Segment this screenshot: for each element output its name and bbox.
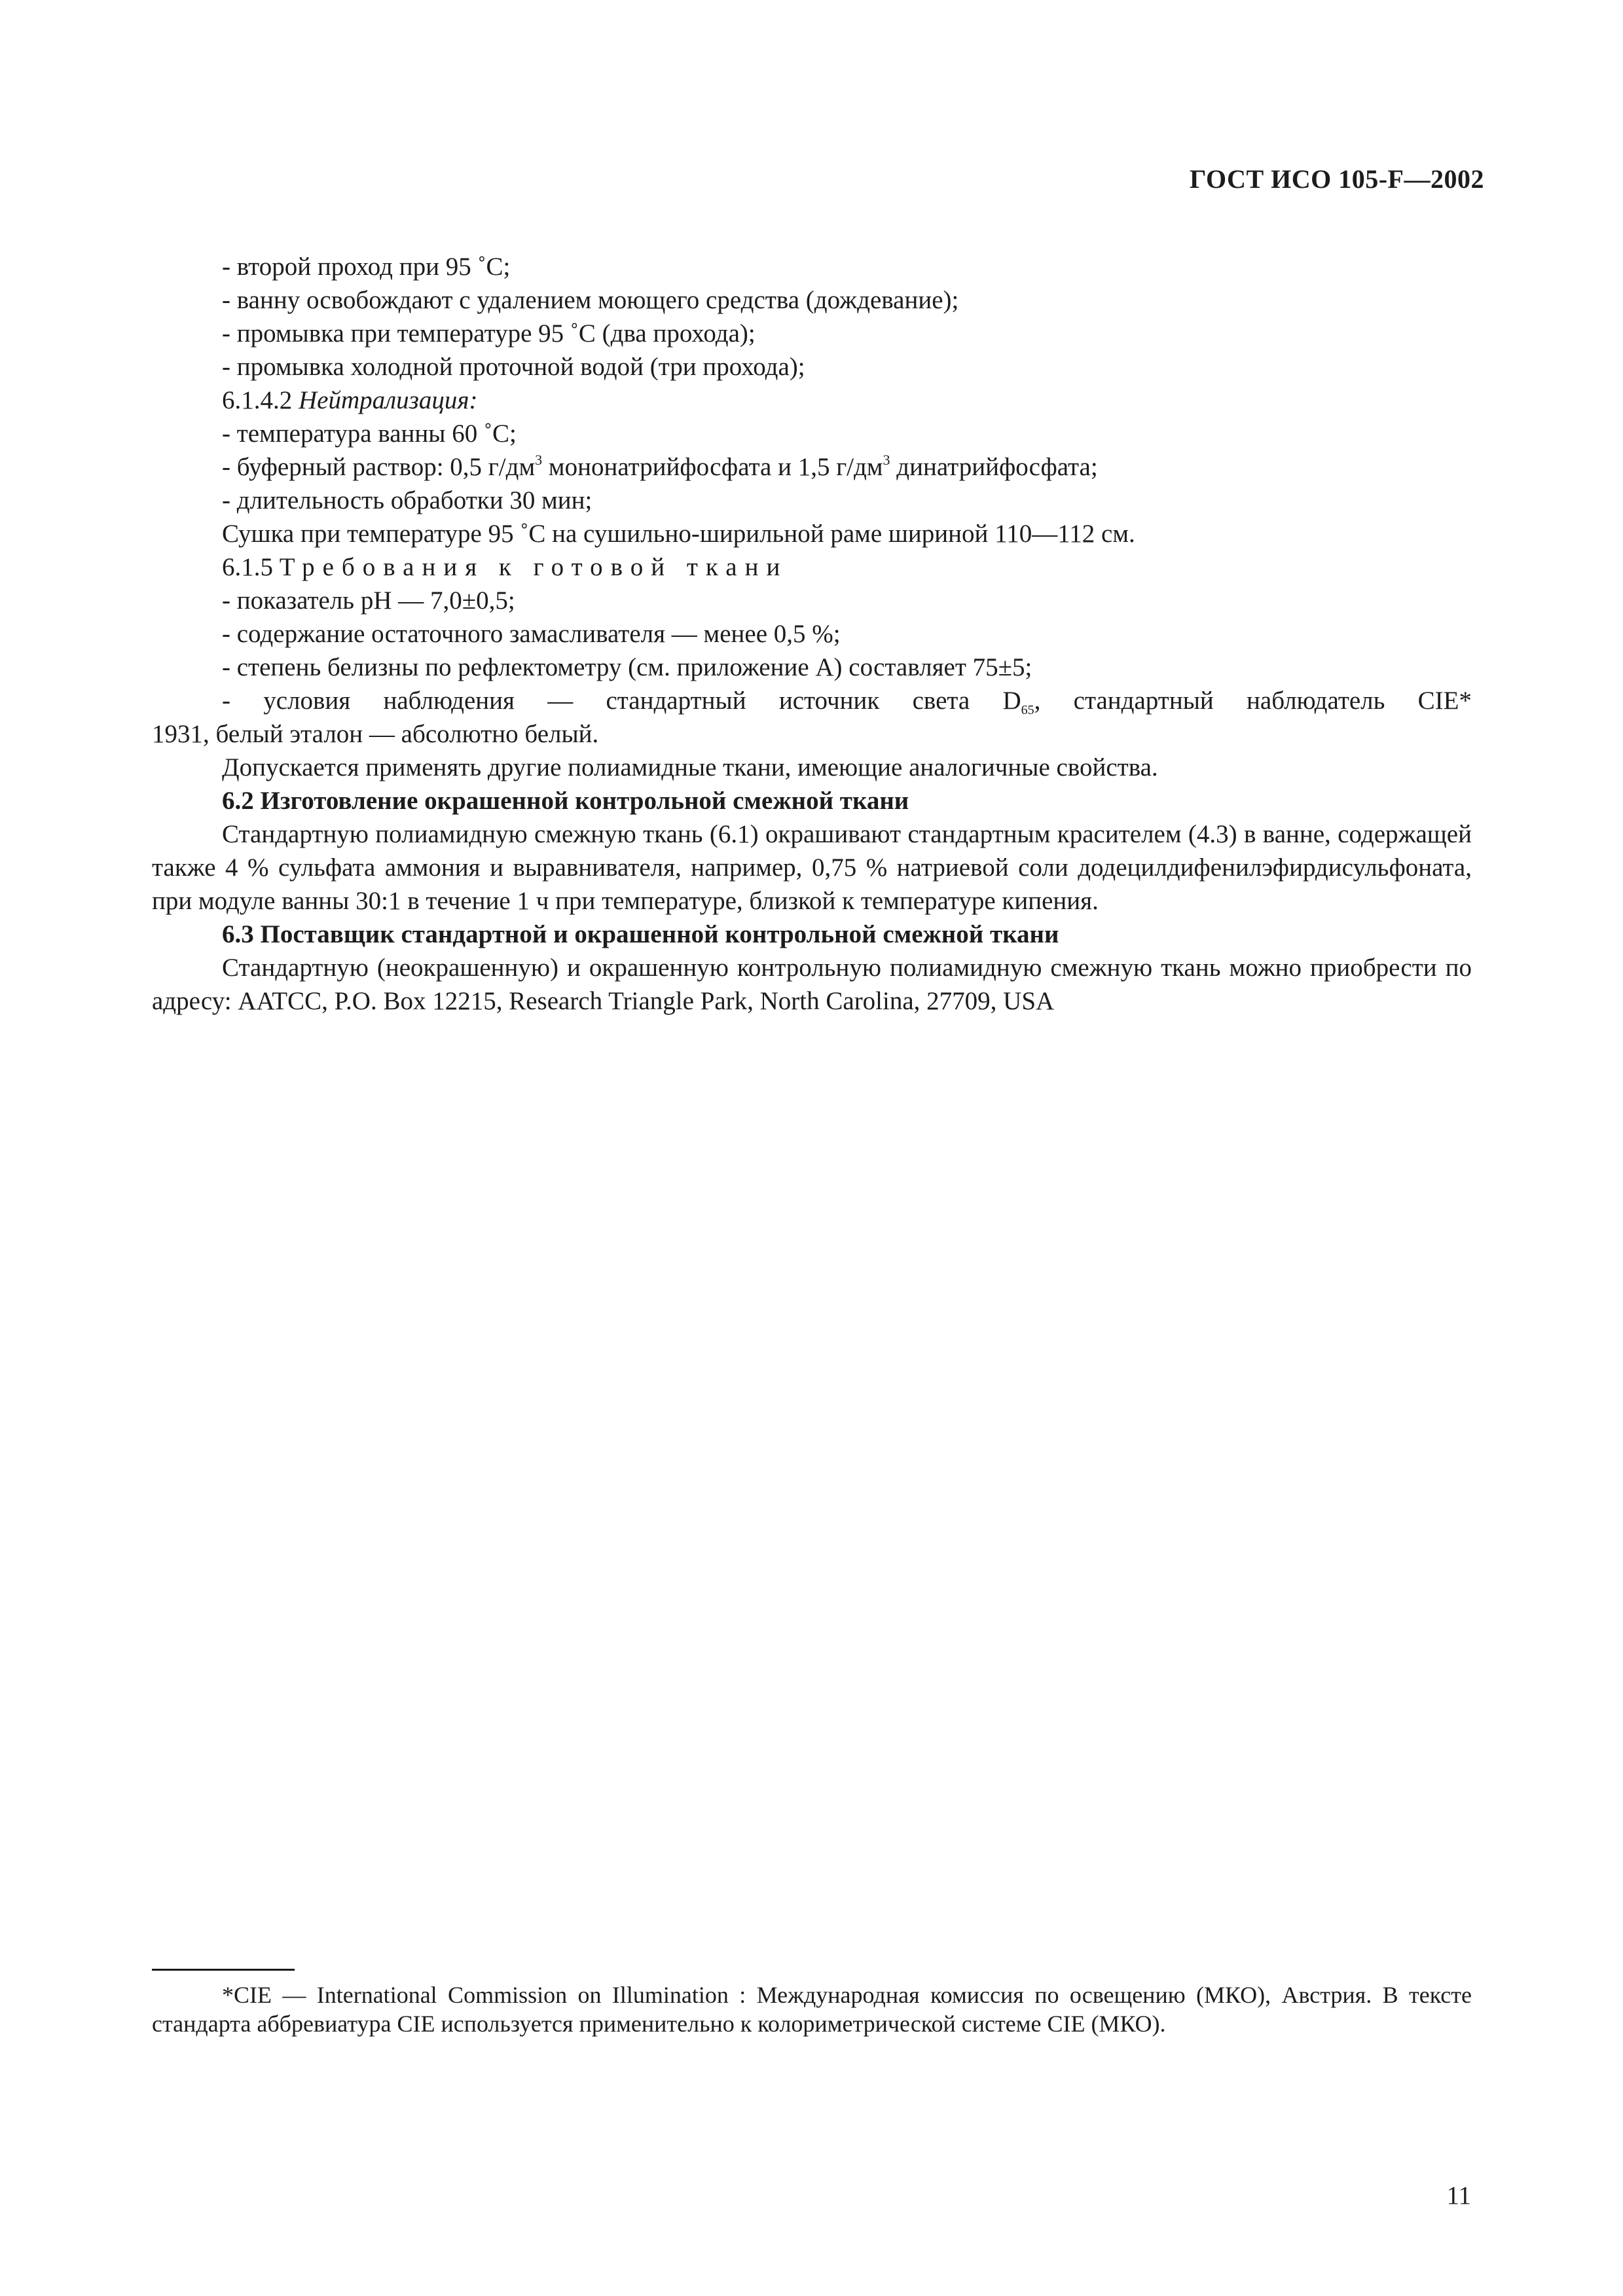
list-item: - второй проход при 95 ˚С;: [222, 253, 511, 281]
paragraph: Стандартную полиамидную смежную ткань (6.1) окрашивают стандартным красителем (4.3) в ванне, содержащей также 4 % сульфата аммония и выравнивателя, например, 0,75 % натриевой соли додецилдифенилэфирдисульфоната, при модуле ванны 30:1 в течение 1 ч при температуре, близкой к температуре кипения.: [152, 820, 1472, 915]
footnote-divider: [152, 1969, 295, 1971]
superscript: 3: [883, 452, 890, 468]
list-item: - ванну освобождают с удалением моющего средства (дождевание);: [222, 286, 959, 314]
superscript: 3: [535, 452, 543, 468]
document-header: ГОСТ ИСО 105-F—2002: [1190, 164, 1484, 194]
text-fragment: мононатрийфосфата и 1,5 г/дм: [542, 453, 883, 481]
text-fragment: - условия наблюдения — стандартный источник света D: [222, 687, 1021, 715]
text-fragment: , стандартный наблюдатель CIE*: [1034, 687, 1472, 715]
list-item: - содержание остаточного замасливателя — менее 0,5 %;: [222, 620, 841, 648]
list-item-continuation: 1931, белый эталон — абсолютно белый.: [152, 720, 599, 748]
list-item: - промывка холодной проточной водой (три прохода);: [222, 353, 805, 381]
paragraph: Стандартную (неокрашенную) и окрашенную контрольную полиамидную смежную ткань можно приобрести по адресу: AATCC, P.O. Box 12215, Research Triangle Park, North Carolina, 27709, USA: [152, 954, 1472, 1015]
list-item: [152, 450, 1472, 484]
subsection-number: 6.1.4.2: [222, 386, 293, 414]
subsection-number: 6.1.5: [222, 553, 273, 581]
document-body: [152, 250, 1472, 1018]
section-heading-6-3: 6.3 Поставщик стандартной и окрашенной контрольной смежной ткани: [222, 920, 1059, 948]
list-item: - показатель рН — 7,0±0,5;: [222, 586, 515, 615]
subsection-heading-6-1-5: [152, 550, 1472, 584]
list-item: - температура ванны 60 ˚С;: [222, 420, 517, 448]
list-item: - степень белизны по рефлектометру (см. приложение А) составляет 75±5;: [222, 653, 1032, 681]
list-item: - промывка при температуре 95 ˚С (два прохода);: [222, 319, 756, 348]
paragraph: Сушка при температуре 95 ˚С на сушильно-ширильной раме шириной 110—112 см.: [222, 520, 1135, 548]
section-heading-6-2: 6.2 Изготовление окрашенной контрольной смежной ткани: [222, 787, 909, 815]
text-fragment: - буферный раствор: 0,5 г/дм: [222, 453, 536, 481]
list-item: [152, 684, 1472, 717]
list-item: - длительность обработки 30 мин;: [222, 486, 593, 514]
subscript: 65: [1021, 703, 1034, 717]
paragraph: Допускается применять другие полиамидные ткани, имеющие аналогичные свойства.: [222, 753, 1158, 781]
page-number: 11: [1446, 2181, 1471, 2210]
subsection-title: Требования к готовой ткани: [279, 553, 788, 581]
subsection-heading-6-1-4-2: [152, 384, 1472, 417]
text-fragment: динатрийфосфата;: [890, 453, 1098, 481]
footnote: *CIE — International Commission on Illumination : Международная комиссия по освещению (МКО), Австрия. В тексте стандарта аббревиатура CIE используется применительно к колориметрической системе CIE (МКО).: [152, 1982, 1472, 2037]
subsection-title: Нейтрализация:: [299, 386, 478, 414]
